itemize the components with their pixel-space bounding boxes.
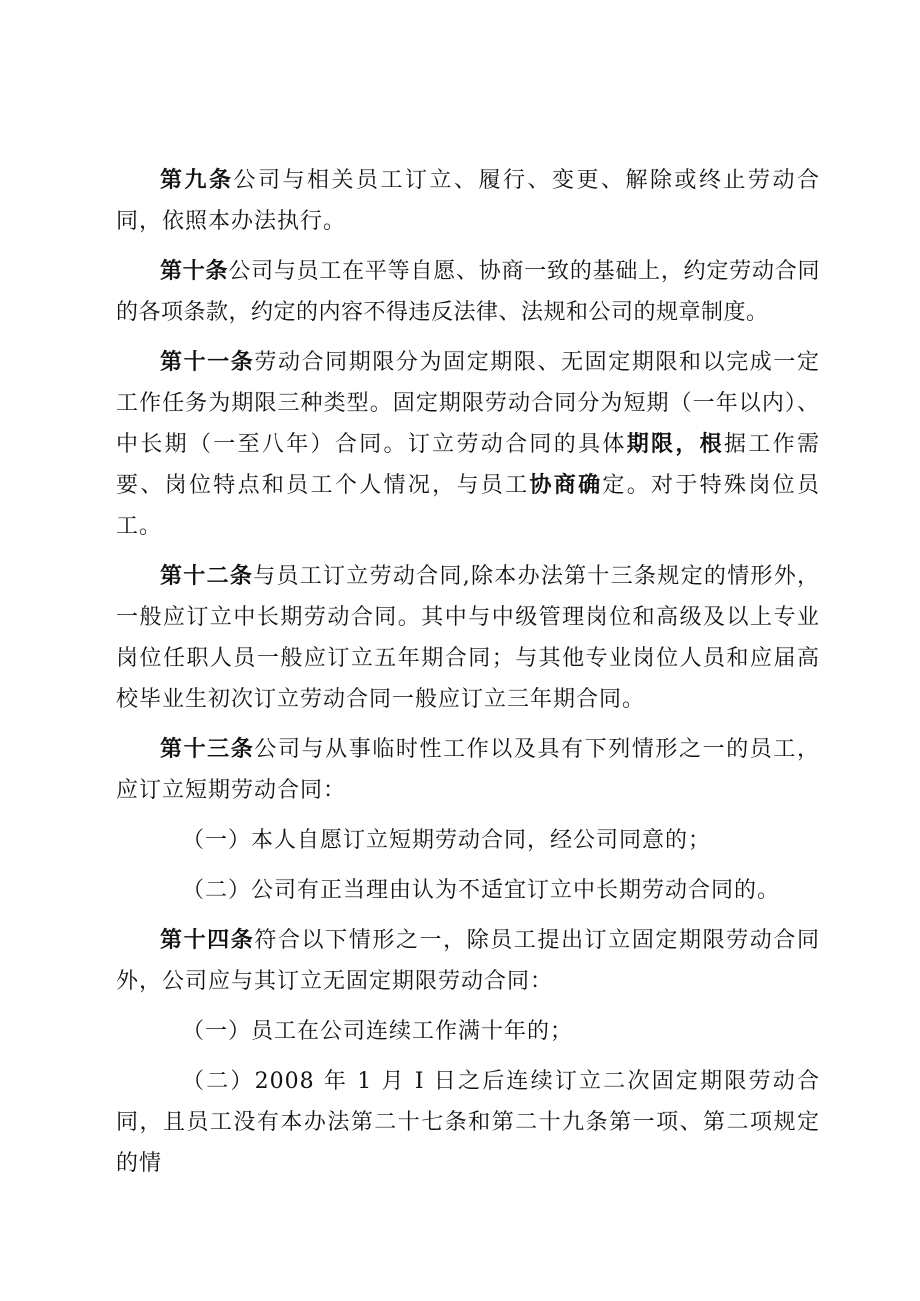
article-body: 公司与从事临时性工作以及具有下列情形之一的员工，应订立短期劳动合同： [116,737,820,803]
article-heading: 第十一条 [160,349,255,375]
article-heading: 第十条 [160,258,229,284]
document-page [116,160,820,1193]
article-body: 符合以下情形之一，除员工提出订立固定期限劳动合同外，公司应与其订立无固定期限劳动合同： [116,928,820,994]
article-body: 据工作需要、岗位特点和员工个人情况，与员工 [116,432,820,498]
article-13 [116,729,820,811]
list-item: （一）本人自愿订立短期劳动合同，经公司同意的； [182,828,712,853]
article-10 [116,251,820,333]
bold-term: 协商确 [529,472,603,498]
article-body: 公司与员工在平等自愿、协商一致的基础上，约定劳动合同的各项条款，约定的内容不得违反法律、法规和公司的规章制度。 [116,259,820,325]
bold-term: 期限，根 [626,431,724,457]
article-body: 劳动合同期限分为固定期限、无固定期限和以完成一定工作任务为期限三种类型。固定期限劳动合同分为短期（一年以内）、中长期（一至八年）合同。订立劳动合同的具体 [116,350,820,457]
article-11 [116,342,820,547]
article-heading: 第十二条 [160,563,254,589]
article-14 [116,920,820,1002]
list-item: （一）员工在公司连续工作满十年的； [182,1019,574,1044]
article-body: 与员工订立劳动合同,除本办法第十三条规定的情形外，一般应订立中长期劳动合同。其中与中级管理岗位和高级及以上专业岗位任职人员一般应订立五年期合同；与其他专业岗位人员和应届高校毕业生初次订立劳动合同一般应订立三年期合同。 [116,564,820,712]
article-12 [116,556,820,720]
article-body: 公司与相关员工订立、履行、变更、解除或终止劳动合同，依照本办法执行。 [116,168,820,234]
article-9 [116,160,820,242]
article-heading: 第九条 [160,167,234,193]
article-heading: 第十四条 [160,927,255,953]
article-body: 定。对于特殊岗位员工。 [116,473,820,539]
list-item: （二）2008 年 1 月 I 日之后连续订立二次固定期限劳动合同，且员工没有本办法第二十七条和第二十九条第一项、第二项规定的情 [116,1069,820,1176]
article-heading: 第十三条 [160,736,255,762]
list-item: （二）公司有正当理由认为不适宜订立中长期劳动合同的。 [182,878,781,903]
